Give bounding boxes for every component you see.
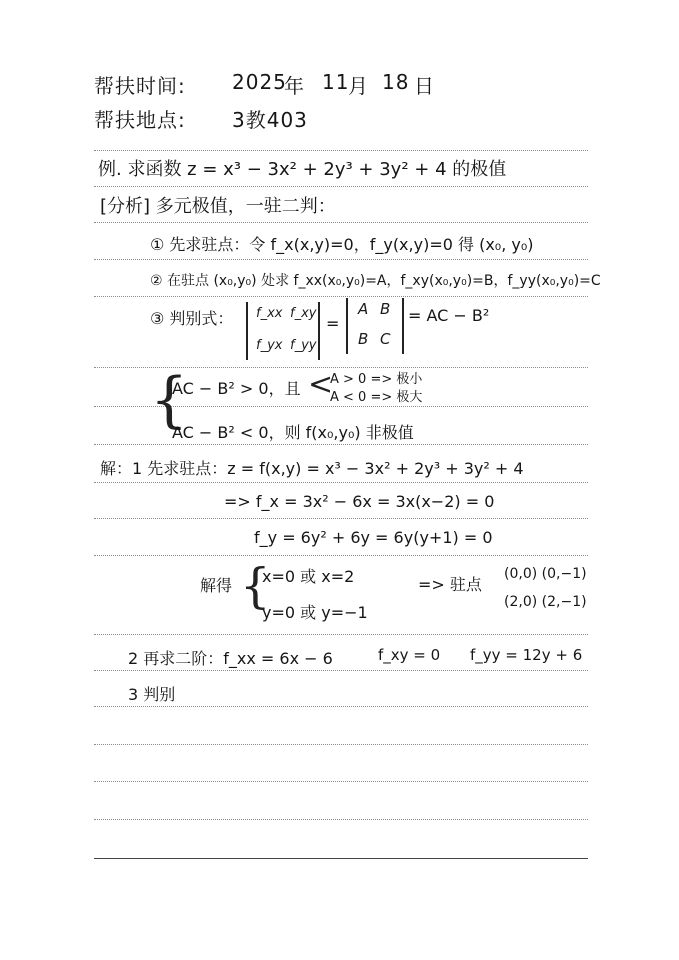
ruled-line	[94, 444, 588, 445]
solve-x: x=0 或 x=2	[262, 567, 355, 586]
station-label: => 驻点	[418, 575, 482, 594]
condition-min: A > 0 => 极小	[330, 372, 423, 387]
solution-fx: => f_x = 3x² − 6x = 3x(x−2) = 0	[224, 492, 495, 511]
analysis-step3-label: ③ 判别式：	[150, 309, 234, 328]
station-points-row2: (2,0) (2,−1)	[504, 594, 587, 610]
ruled-line	[94, 744, 588, 745]
ruled-line	[94, 222, 588, 223]
help-place-label: 帮扶地点:	[94, 108, 186, 132]
abc-determinant	[346, 298, 404, 354]
solve-label: 解得	[200, 576, 233, 595]
condition-1: AC − B² > 0，且	[172, 379, 301, 398]
ruled-line	[94, 150, 588, 151]
year-unit: 年	[284, 74, 305, 98]
month-unit: 月	[348, 74, 369, 98]
condition-2: AC − B² < 0，则 f(x₀,y₀) 非极值	[172, 423, 414, 442]
matrix-fxy: f_xy	[290, 306, 317, 321]
ruled-line	[94, 518, 588, 519]
ruled-line	[94, 259, 588, 260]
example-title: 例. 求函数 z = x³ − 3x² + 2y³ + 3y² + 4 的极值	[98, 159, 507, 180]
matrix-b2: B	[358, 330, 369, 348]
station-points-row1: (0,0) (0,−1)	[504, 566, 587, 582]
solution-fy: f_y = 6y² + 6y = 6y(y+1) = 0	[254, 528, 493, 547]
determinant-equals: =	[326, 314, 340, 333]
ruled-line	[94, 670, 588, 671]
solution-step2: 2 再求二阶：f_xx = 6x − 6	[128, 649, 333, 668]
ruled-line	[94, 296, 588, 297]
ruled-line	[94, 706, 588, 707]
ruled-line	[94, 634, 588, 635]
matrix-c: C	[380, 330, 391, 348]
month-value: 11	[322, 70, 350, 94]
ruled-line	[94, 555, 588, 556]
help-time-label: 帮扶时间:	[94, 74, 186, 98]
solution-fyy: f_yy = 12y + 6	[470, 646, 583, 664]
condition-brace: {	[150, 365, 189, 435]
year-value: 2025	[232, 70, 287, 94]
day-value: 18	[382, 70, 410, 94]
matrix-fxx: f_xx	[256, 306, 283, 321]
solve-y: y=0 或 y=−1	[262, 603, 368, 622]
solve-brace: {	[240, 558, 271, 614]
day-unit: 日	[414, 74, 435, 98]
solution-line1: 解：1 先求驻点：z = f(x,y) = x³ − 3x² + 2y³ + 3y² + 4	[100, 459, 524, 478]
analysis-title: [分析] 多元极值，一驻二判：	[100, 196, 336, 217]
hessian-determinant	[246, 302, 320, 360]
condition-angle: <	[308, 367, 334, 402]
analysis-step1: ① 先求驻点：令 f_x(x,y)=0，f_y(x,y)=0 得 (x₀, y₀)	[150, 235, 534, 254]
matrix-fyy: f_yy	[290, 338, 317, 353]
solution-fxy: f_xy = 0	[378, 646, 441, 664]
determinant-result: = AC − B²	[408, 306, 490, 325]
bottom-line	[94, 858, 588, 859]
help-place-value: 3教403	[232, 108, 308, 132]
analysis-step2: ② 在驻点 (x₀,y₀) 处求 f_xx(x₀,y₀)=A，f_xy(x₀,y₀)=B，f_yy(x₀,y₀)=C	[150, 273, 601, 289]
condition-max: A < 0 => 极大	[330, 390, 423, 405]
matrix-fyx: f_yx	[256, 338, 283, 353]
ruled-line	[94, 482, 588, 483]
ruled-line	[94, 186, 588, 187]
ruled-line	[94, 819, 588, 820]
matrix-a: A	[358, 300, 369, 318]
matrix-b: B	[380, 300, 391, 318]
ruled-line	[94, 781, 588, 782]
solution-step3: 3 判别	[128, 685, 176, 704]
